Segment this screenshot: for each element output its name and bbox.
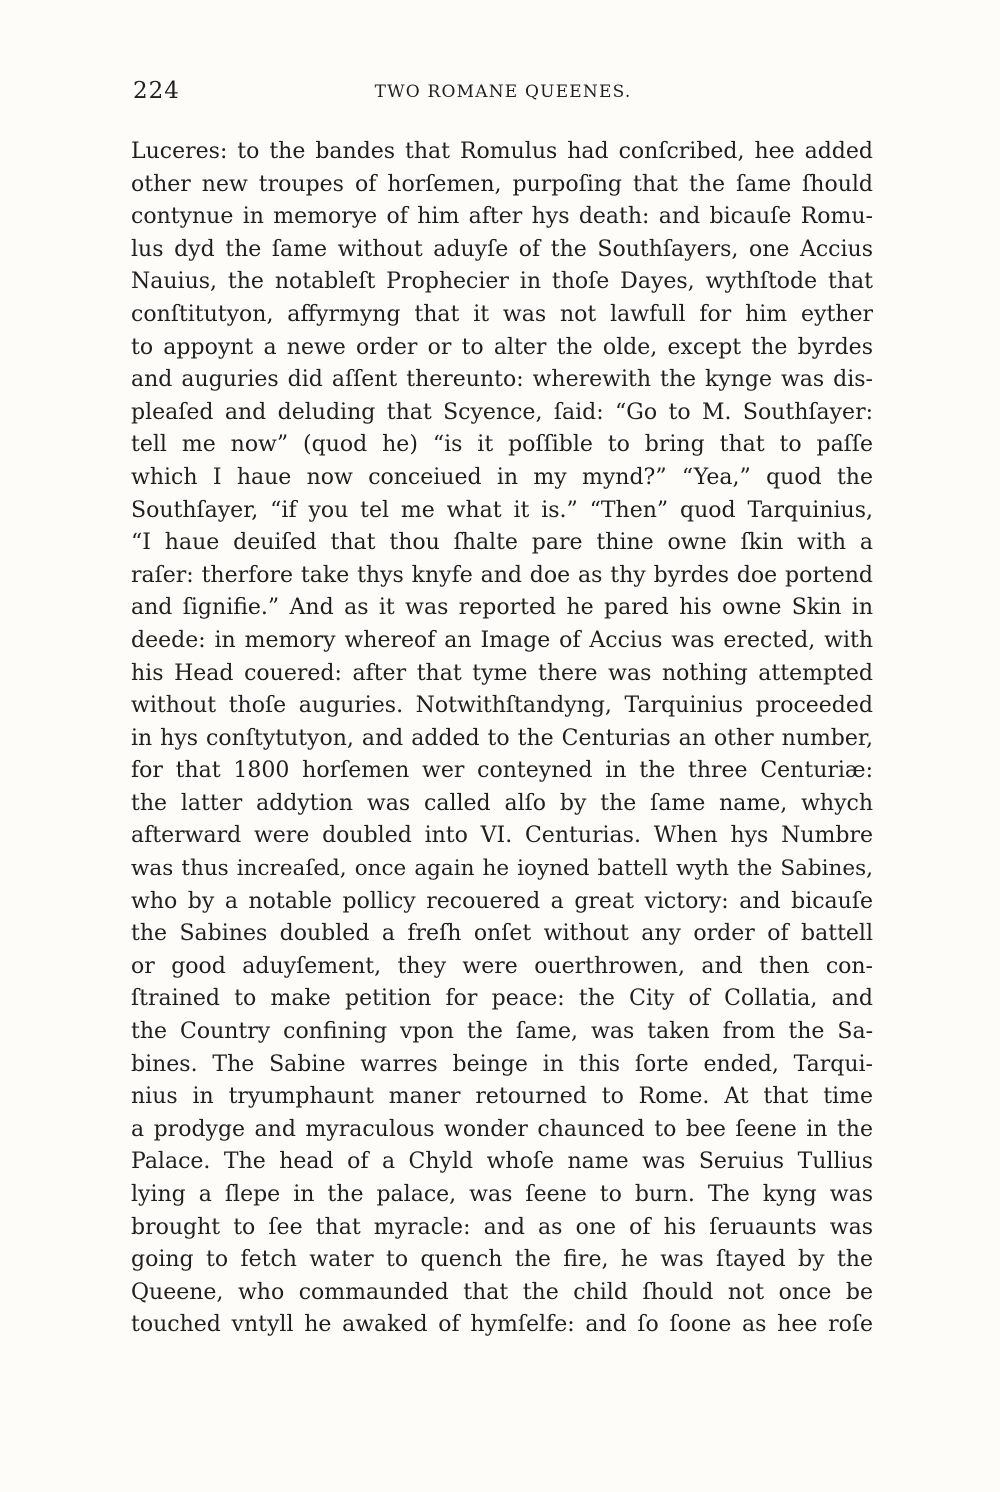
body-text	[131, 136, 873, 1342]
text-line: which I haue now conceiued in my mynd?” “Yea,” quod the	[131, 464, 873, 490]
text-line: who by a notable pollicy recouered a great victory: and bicauſe	[131, 888, 873, 914]
text-line: contynue in memorye of him after hys death: and bicauſe Romu-	[131, 204, 873, 230]
text-line: afterward were doubled into VI. Centurias. When hys Numbre	[131, 823, 873, 849]
text-line: “I haue deuiſed that thou ſhalte pare thine owne ſkin with a	[131, 530, 873, 556]
text-line: lus dyd the ſame without aduyſe of the Southſayers, one Accius	[131, 236, 873, 262]
text-line: in hys conſtytutyon, and added to the Centurias an other number,	[131, 725, 873, 751]
text-line: ſtrained to make petition for peace: the City of Collatia, and	[131, 986, 873, 1012]
text-line: conſtitutyon, affyrmyng that it was not lawfull for him eyther	[131, 301, 873, 327]
text-line: or good aduyſement, they were ouerthrowen, and then con-	[131, 953, 873, 979]
text-line: the Country confining vpon the ſame, was taken from the Sa-	[131, 1019, 873, 1045]
text-line: Southſayer, “if you tel me what it is.” “Then” quod Tarquinius,	[131, 497, 873, 523]
text-line: Palace. The head of a Chyld whoſe name was Seruius Tullius	[131, 1149, 873, 1175]
text-line: Queene, who commaunded that the child ſhould not once be	[131, 1279, 873, 1305]
text-line: a prodyge and myraculous wonder chaunced to bee ſeene in the	[131, 1116, 873, 1142]
text-line: was thus increaſed, once again he ioyned battell wyth the Sabines,	[131, 856, 873, 882]
text-line: tell me now” (quod he) “is it poſſible to bring that to paſſe	[131, 432, 873, 458]
text-line: and auguries did aſſent thereunto: wherewith the kynge was dis-	[131, 367, 873, 393]
running-title: TWO ROMANE QUEENES.	[374, 82, 632, 102]
text-line: without thoſe auguries. Notwithſtandyng, Tarquinius proceeded	[131, 693, 873, 719]
text-line: his Head couered: after that tyme there was nothing attempted	[131, 660, 873, 686]
text-line: and ſignifie.” And as it was reported he pared his owne Skin in	[131, 595, 873, 621]
text-line: nius in tryumphaunt maner retourned to Rome. At that time	[131, 1084, 873, 1110]
text-line: Luceres: to the bandes that Romulus had conſcribed, hee added	[131, 139, 873, 164]
text-line: raſer: therfore take thys knyfe and doe as thy byrdes doe portend	[131, 562, 873, 588]
text-line: to appoynt a newe order or to alter the olde, except the byrdes	[131, 334, 873, 360]
text-line: deede: in memory whereof an Image of Accius was erected, with	[131, 627, 873, 653]
text-line: touched vntyll he awaked of hymſelfe: and ſo ſoone as hee roſe	[131, 1312, 873, 1338]
text-line: lying a ſlepe in the palace, was ſeene to burn. The kyng was	[131, 1182, 873, 1207]
text-line: the Sabines doubled a freſh onſet without any order of battell	[131, 921, 873, 947]
text-line: pleaſed and deluding that Scyence, ſaid: “Go to M. Southſayer:	[131, 399, 873, 425]
text-line: for that 1800 horſemen wer conteyned in the three Centuriæ:	[131, 758, 873, 784]
text-line: going to fetch water to quench the fire, he was ſtayed by the	[131, 1247, 873, 1273]
text-line: Nauius, the notableſt Prophecier in thoſe Dayes, wythſtode that	[131, 269, 873, 295]
text-line: bines. The Sabine warres beinge in this ſorte ended, Tarqui-	[131, 1051, 873, 1077]
page-header	[133, 78, 873, 110]
text-line: brought to ſee that myracle: and as one of his ſeruaunts was	[131, 1214, 873, 1240]
text-line: other new troupes of horſemen, purpoſing that the ſame ſhould	[131, 171, 873, 197]
page-number: 224	[133, 78, 180, 104]
text-line: the latter addytion was called alſo by the ſame name, whych	[131, 790, 873, 816]
